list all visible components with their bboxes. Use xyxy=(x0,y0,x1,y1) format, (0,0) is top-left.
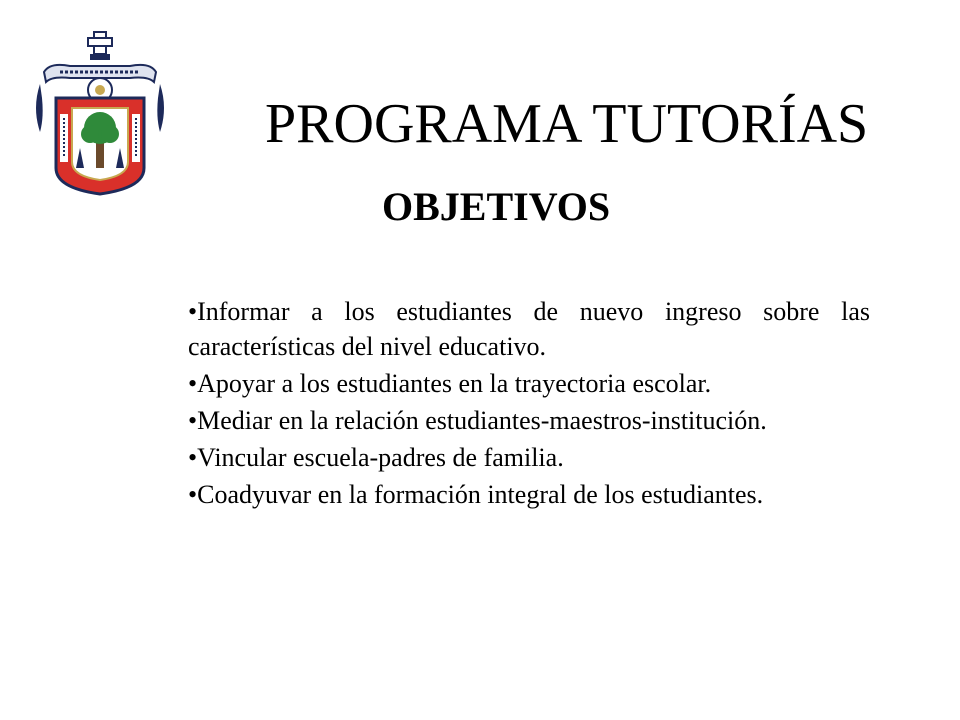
list-item xyxy=(188,440,870,475)
shield xyxy=(56,98,144,194)
page-title: PROGRAMA TUTORÍAS xyxy=(265,93,869,155)
list-item xyxy=(188,366,870,401)
list-item xyxy=(188,403,870,438)
objective-text: Coadyuvar en la formación integral de los estudiantes. xyxy=(197,480,764,509)
list-item xyxy=(188,294,870,364)
bullet: • xyxy=(188,443,198,472)
objective-text: Apoyar a los estudiantes en la trayectoria escolar. xyxy=(197,369,712,398)
objective-text: Mediar en la relación estudiantes-maestros-institución. xyxy=(197,406,767,435)
bullet: • xyxy=(188,406,198,435)
bullet: • xyxy=(188,369,198,398)
section-heading: OBJETIVOS xyxy=(382,184,611,229)
cross-ornament xyxy=(88,32,112,60)
objective-text: Vincular escuela-padres de familia. xyxy=(197,443,564,472)
university-crest-logo xyxy=(30,28,170,200)
list-item xyxy=(188,477,870,512)
bullet: • xyxy=(188,297,198,326)
objective-text: Informar a los estudiantes de nuevo ingreso sobre las características del nivel educativo. xyxy=(188,297,870,361)
bullet: • xyxy=(188,480,198,509)
objectives-list xyxy=(188,294,870,514)
